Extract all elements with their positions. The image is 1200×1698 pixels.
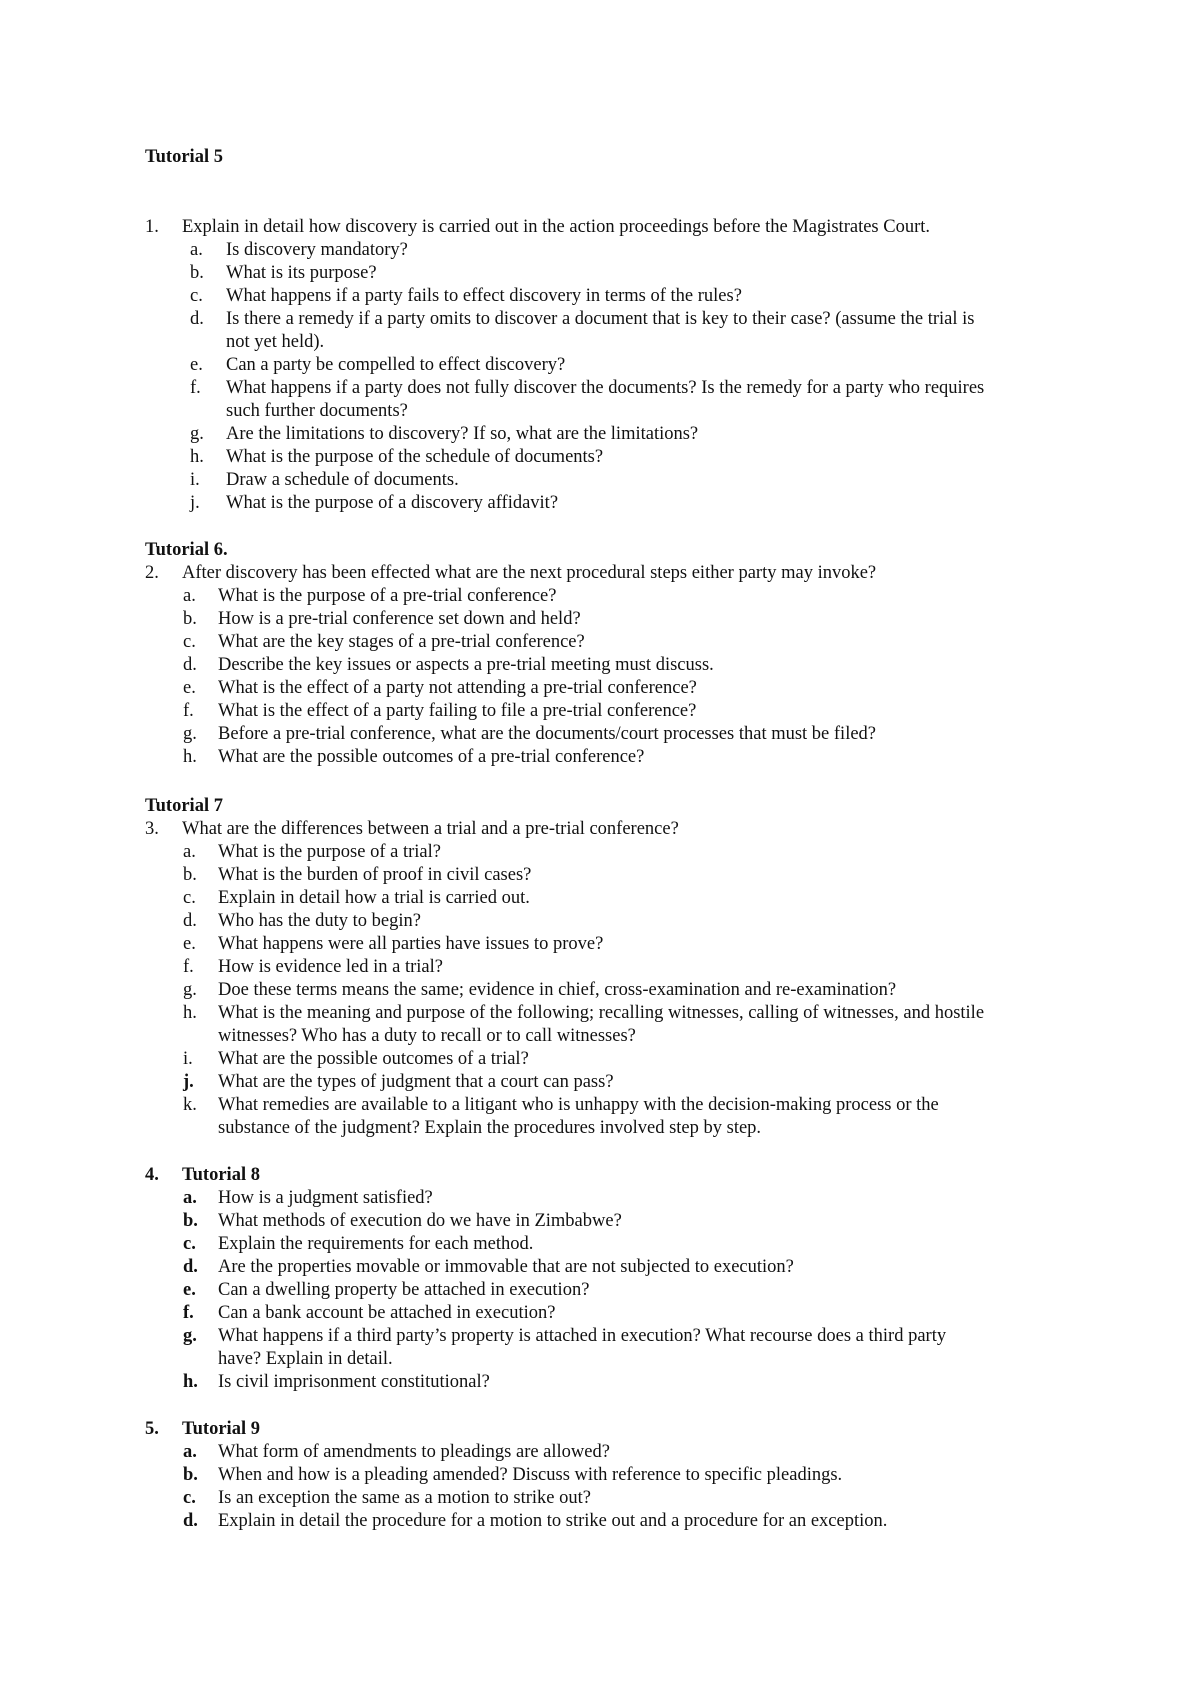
t8-item-e-text: Can a dwelling property be attached in execution?: [218, 1280, 590, 1300]
t8-item-h-text: Is civil imprisonment constitutional?: [218, 1372, 490, 1392]
t8-item-d-text: Are the properties movable or immovable that are not subjected to execution?: [218, 1257, 794, 1277]
t5-item-e-text: Can a party be compelled to effect discovery?: [226, 355, 566, 375]
t7-item-f-text: How is evidence led in a trial?: [218, 957, 443, 977]
t6-item-f-text: What is the effect of a party failing to file a pre-trial conference?: [218, 701, 697, 721]
t7-item-c-letter: c.: [183, 888, 196, 908]
section-5-number: 5.: [145, 1419, 159, 1439]
t8-item-f-text: Can a bank account be attached in execution?: [218, 1303, 556, 1323]
t8-item-c-text: Explain the requirements for each method.: [218, 1234, 534, 1254]
tutorial-6-heading: Tutorial 6.: [145, 540, 228, 560]
t9-item-a-text: What form of amendments to pleadings are allowed?: [218, 1442, 610, 1462]
t5-item-f-text: What happens if a party does not fully discover the documents? Is the remedy for a party who requires: [226, 378, 985, 398]
tutorial-5-heading: Tutorial 5: [145, 147, 223, 167]
t9-item-b-text: When and how is a pleading amended? Discuss with reference to specific pleadings.: [218, 1465, 843, 1485]
t5-item-j-letter: j.: [190, 493, 200, 513]
t5-item-e-letter: e.: [190, 355, 203, 375]
t7-item-j-text: What are the types of judgment that a court can pass?: [218, 1072, 614, 1092]
t8-item-g-letter: g.: [183, 1326, 197, 1346]
t8-item-b-text: What methods of execution do we have in Zimbabwe?: [218, 1211, 622, 1231]
question-2-number: 2.: [145, 563, 159, 583]
tutorial-8-heading: Tutorial 8: [182, 1165, 260, 1185]
t7-item-d-letter: d.: [183, 911, 197, 931]
t5-item-g-letter: g.: [190, 424, 204, 444]
t8-item-g-continuation: have? Explain in detail.: [218, 1349, 393, 1369]
t6-item-e-letter: e.: [183, 678, 196, 698]
t9-item-c-letter: c.: [183, 1488, 196, 1508]
section-4-number: 4.: [145, 1165, 159, 1185]
t8-item-a-text: How is a judgment satisfied?: [218, 1188, 433, 1208]
t7-item-c-text: Explain in detail how a trial is carried out.: [218, 888, 530, 908]
t8-item-b-letter: b.: [183, 1211, 198, 1231]
t7-item-b-letter: b.: [183, 865, 197, 885]
t7-item-g-text: Doe these terms means the same; evidence in chief, cross-examination and re-examination?: [218, 980, 897, 1000]
t6-item-h-text: What are the possible outcomes of a pre-trial conference?: [218, 747, 645, 767]
t6-item-d-letter: d.: [183, 655, 197, 675]
t7-item-e-text: What happens were all parties have issues to prove?: [218, 934, 604, 954]
t6-item-a-text: What is the purpose of a pre-trial conference?: [218, 586, 557, 606]
question-2-text: After discovery has been effected what are the next procedural steps either party may invoke?: [182, 563, 877, 583]
t6-item-a-letter: a.: [183, 586, 196, 606]
t7-item-h-letter: h.: [183, 1003, 197, 1023]
question-3-text: What are the differences between a trial and a pre-trial conference?: [182, 819, 679, 839]
t7-item-i-letter: i.: [183, 1049, 193, 1069]
t7-item-d-text: Who has the duty to begin?: [218, 911, 421, 931]
t6-item-h-letter: h.: [183, 747, 197, 767]
t5-item-h-letter: h.: [190, 447, 204, 467]
t5-item-a-letter: a.: [190, 240, 203, 260]
t5-item-f-continuation: such further documents?: [226, 401, 408, 421]
tutorial-7-heading: Tutorial 7: [145, 796, 223, 816]
t5-item-d-text: Is there a remedy if a party omits to discover a document that is key to their case? (assume the trial is: [226, 309, 975, 329]
t9-item-b-letter: b.: [183, 1465, 198, 1485]
t6-item-d-text: Describe the key issues or aspects a pre-trial meeting must discuss.: [218, 655, 714, 675]
t5-item-j-text: What is the purpose of a discovery affidavit?: [226, 493, 559, 513]
t8-item-g-text: What happens if a third party’s property is attached in execution? What recourse does a third party: [218, 1326, 947, 1346]
t8-item-d-letter: d.: [183, 1257, 198, 1277]
t6-item-e-text: What is the effect of a party not attending a pre-trial conference?: [218, 678, 697, 698]
t7-item-k-letter: k.: [183, 1095, 197, 1115]
t5-item-i-text: Draw a schedule of documents.: [226, 470, 459, 490]
t6-item-f-letter: f.: [183, 701, 194, 721]
t6-item-b-letter: b.: [183, 609, 197, 629]
t5-item-d-continuation: not yet held).: [226, 332, 325, 352]
t8-item-e-letter: e.: [183, 1280, 196, 1300]
t7-item-h-continuation: witnesses? Who has a duty to recall or to call witnesses?: [218, 1026, 636, 1046]
t5-item-d-letter: d.: [190, 309, 204, 329]
t5-item-b-text: What is its purpose?: [226, 263, 377, 283]
t7-item-h-text: What is the meaning and purpose of the following; recalling witnesses, calling of witnesses, and hostile: [218, 1003, 985, 1023]
t7-item-e-letter: e.: [183, 934, 196, 954]
question-3-number: 3.: [145, 819, 159, 839]
t7-item-a-letter: a.: [183, 842, 196, 862]
t7-item-k-continuation: substance of the judgment? Explain the procedures involved step by step.: [218, 1118, 762, 1138]
t5-item-h-text: What is the purpose of the schedule of documents?: [226, 447, 604, 467]
t6-item-g-letter: g.: [183, 724, 197, 744]
t7-item-k-text: What remedies are available to a litigant who is unhappy with the decision-making process or the: [218, 1095, 939, 1115]
t9-item-d-letter: d.: [183, 1511, 198, 1531]
t6-item-b-text: How is a pre-trial conference set down and held?: [218, 609, 581, 629]
t5-item-c-text: What happens if a party fails to effect discovery in terms of the rules?: [226, 286, 742, 306]
t5-item-f-letter: f.: [190, 378, 201, 398]
t9-item-d-text: Explain in detail the procedure for a motion to strike out and a procedure for an exception.: [218, 1511, 888, 1531]
tutorial-9-heading: Tutorial 9: [182, 1419, 260, 1439]
t8-item-f-letter: f.: [183, 1303, 194, 1323]
t7-item-j-letter: j.: [183, 1072, 194, 1092]
t8-item-h-letter: h.: [183, 1372, 198, 1392]
t6-item-c-letter: c.: [183, 632, 196, 652]
t5-item-g-text: Are the limitations to discovery? If so, what are the limitations?: [226, 424, 699, 444]
t5-item-a-text: Is discovery mandatory?: [226, 240, 408, 260]
t5-item-c-letter: c.: [190, 286, 203, 306]
question-1-text: Explain in detail how discovery is carried out in the action proceedings before the Magistrates Court.: [182, 217, 931, 237]
t7-item-g-letter: g.: [183, 980, 197, 1000]
question-1-number: 1.: [145, 217, 159, 237]
t7-item-f-letter: f.: [183, 957, 194, 977]
t8-item-a-letter: a.: [183, 1188, 197, 1208]
t8-item-c-letter: c.: [183, 1234, 196, 1254]
t7-item-i-text: What are the possible outcomes of a trial?: [218, 1049, 529, 1069]
t9-item-a-letter: a.: [183, 1442, 197, 1462]
t5-item-b-letter: b.: [190, 263, 204, 283]
t9-item-c-text: Is an exception the same as a motion to strike out?: [218, 1488, 591, 1508]
t6-item-c-text: What are the key stages of a pre-trial conference?: [218, 632, 585, 652]
t7-item-a-text: What is the purpose of a trial?: [218, 842, 441, 862]
t7-item-b-text: What is the burden of proof in civil cases?: [218, 865, 532, 885]
t5-item-i-letter: i.: [190, 470, 200, 490]
t6-item-g-text: Before a pre-trial conference, what are the documents/court processes that must be filed?: [218, 724, 877, 744]
